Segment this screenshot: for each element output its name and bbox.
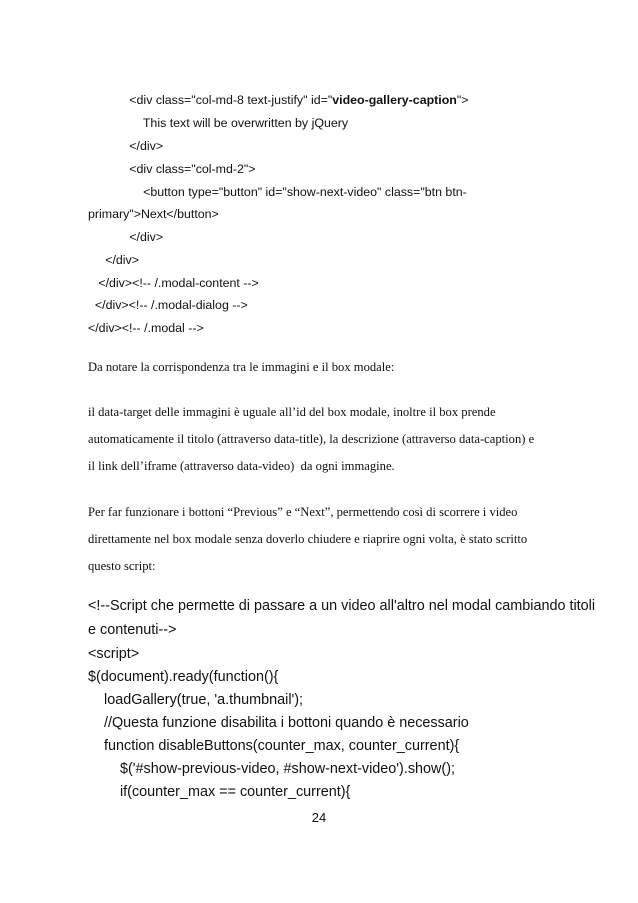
code-line: This text will be overwritten by jQuery (88, 116, 349, 130)
code-line: </div> (88, 230, 164, 244)
code-line: $(document).ready(function(){ (88, 669, 279, 685)
paragraph-line: Per far funzionare i bottoni “Previous” e “Next”, permettendo così di scorrere i video (88, 505, 518, 519)
paragraph-line: il link dell’iframe (attraverso data-video) da ogni immagine. (88, 459, 395, 473)
code-line: </div> (88, 139, 164, 153)
code-line: $('#show-previous-video, #show-next-video').show(); (88, 761, 456, 777)
code-line: </div><!-- /.modal-dialog --> (88, 298, 248, 312)
paragraph-line: il data-target delle immagini è uguale all’id del box modale, inoltre il box prende (88, 405, 496, 419)
paragraph-line: questo script: (88, 559, 156, 573)
code-id-highlight: video-gallery-caption (332, 93, 457, 107)
code-line: e contenuti--> (88, 622, 177, 638)
page-number: 24 (311, 810, 327, 825)
code-line: <button type="button" id="show-next-video" class="btn btn- (88, 185, 467, 199)
code-line: loadGallery(true, 'a.thumbnail'); (88, 692, 304, 708)
paragraph-line: Da notare la corrispondenza tra le immagini e il box modale: (88, 360, 395, 374)
code-line: function disableButtons(counter_max, counter_current){ (88, 738, 460, 754)
code-line: //Questa funzione disabilita i bottoni quando è necessario (88, 715, 469, 731)
code-line: <div class="col-md-2"> (88, 162, 256, 176)
code-line: </div><!-- /.modal --> (88, 321, 204, 335)
code-line: </div><!-- /.modal-content --> (88, 276, 259, 290)
code-line: if(counter_max == counter_current){ (88, 784, 351, 800)
paragraph-line: direttamente nel box modale senza doverlo chiudere e riaprire ogni volta, è stato scritto (88, 532, 528, 546)
code-line: <div class="col-md-8 text-justify" id="video-gallery-caption"> (88, 93, 469, 107)
code-line: primary">Next</button> (88, 207, 219, 221)
code-line: </div> (88, 253, 139, 267)
code-line: <!--Script che permette di passare a un video all'altro nel modal cambiando titoli (88, 598, 596, 614)
code-line: <script> (88, 646, 140, 662)
paragraph-line: automaticamente il titolo (attraverso data-title), la descrizione (attraverso data-caption) e (88, 432, 535, 446)
